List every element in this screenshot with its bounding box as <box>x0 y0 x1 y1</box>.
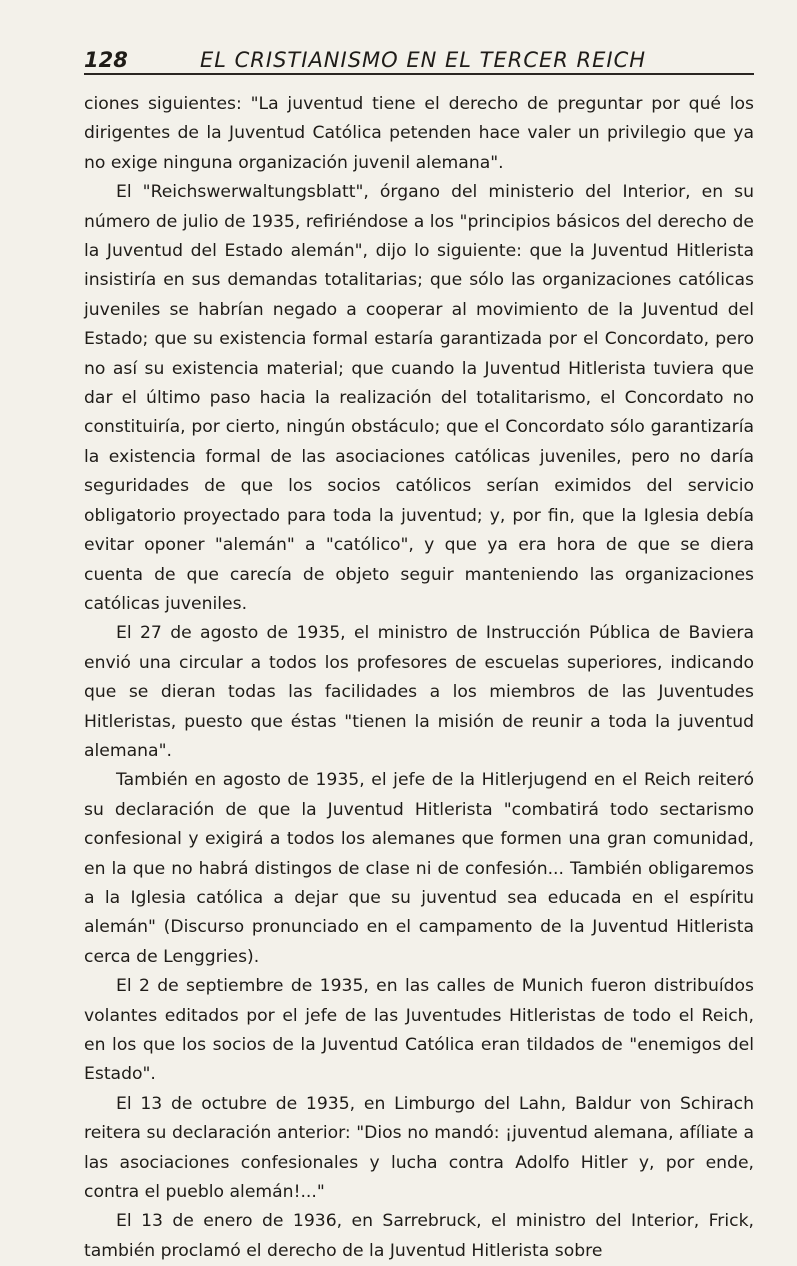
paragraph: El "Reichswerwaltungsblatt", órgano del ministerio del Interior, en su número de julio de 1935, refiriéndose a los "principios básicos del derecho de la Juventud del Estado alemán", dijo lo siguiente: que la Juventud Hitlerista insistiría en sus demandas totalitarias; que sólo las organizaciones católicas juveniles se habrían negado a cooperar al movimiento de la Juventud del Estado; que su existencia formal estaría garantizada por el Concordato, pero no así su existencia material; que cuando la Juventud Hitlerista tuviera que dar el último paso hacia la realización del totalitarismo, el Concordato no constituiría, por cierto, ningún obstáculo; que el Concordato sólo garantizaría la existencia formal de las asociaciones católicas juveniles, pero no daría seguridades de que los socios católicos serían eximidos del servicio obligatorio proyectado para toda la juventud; y, por fin, que la Iglesia debía evitar oponer "alemán" a "católico", y que ya era hora de que se diera cuenta de que carecía de objeto seguir manteniendo las organizaciones católicas juveniles. <box>84 182 754 614</box>
paragraph: ciones siguientes: "La juventud tiene el derecho de preguntar por qué los dirigentes de la Juventud Católica petenden hace valer un privilegio que ya no exige ninguna organización juvenil alemana". <box>84 94 754 173</box>
header-rule <box>84 73 754 75</box>
paragraph: El 13 de enero de 1936, en Sarrebruck, el ministro del Interior, Frick, también proclamó el derecho de la Juventud Hitlerista sobre <box>84 1211 754 1261</box>
paragraph: El 2 de septiembre de 1935, en las calles de Munich fueron distribuídos volantes editados por el jefe de las Juventudes Hitleristas de todo el Reich, en los que los socios de la Juventud Católica eran tildados de "enemigos del Estado". <box>84 976 754 1085</box>
running-title: EL CRISTIANISMO EN EL TERCER REICH <box>200 48 647 72</box>
paragraph: El 27 de agosto de 1935, el ministro de Instrucción Pública de Baviera envió una circular a todos los profesores de escuelas superiores, indicando que se dieran todas las facilidades a los miembros de las Juventudes Hitleristas, puesto que éstas "tienen la misión de reunir a toda la juventud alemana". <box>84 623 754 761</box>
page-header <box>84 44 754 74</box>
paragraph: También en agosto de 1935, el jefe de la Hitlerjugend en el Reich reiteró su declaración de que la Juventud Hitlerista "combatirá todo sectarismo confesional y exigirá a todos los alemanes que formen una gran comunidad, en la que no habrá distingos de clase ni de confesión... También obligaremos a la Iglesia católica a dejar que su juventud sea educada en el espíritu alemán" (Discurso pronunciado en el campamento de la Juventud Hitlerista cerca de Lenggries). <box>84 770 754 967</box>
paragraph: El 13 de octubre de 1935, en Limburgo del Lahn, Baldur von Schirach reitera su declaración anterior: "Dios no mandó: ¡juventud alemana, afíliate a las asociaciones confesionales y lucha contra Adolfo Hitler y, por ende, contra el pueblo alemán!..." <box>84 1093 754 1203</box>
page-number: 128 <box>84 48 128 72</box>
body-text <box>84 90 754 1266</box>
